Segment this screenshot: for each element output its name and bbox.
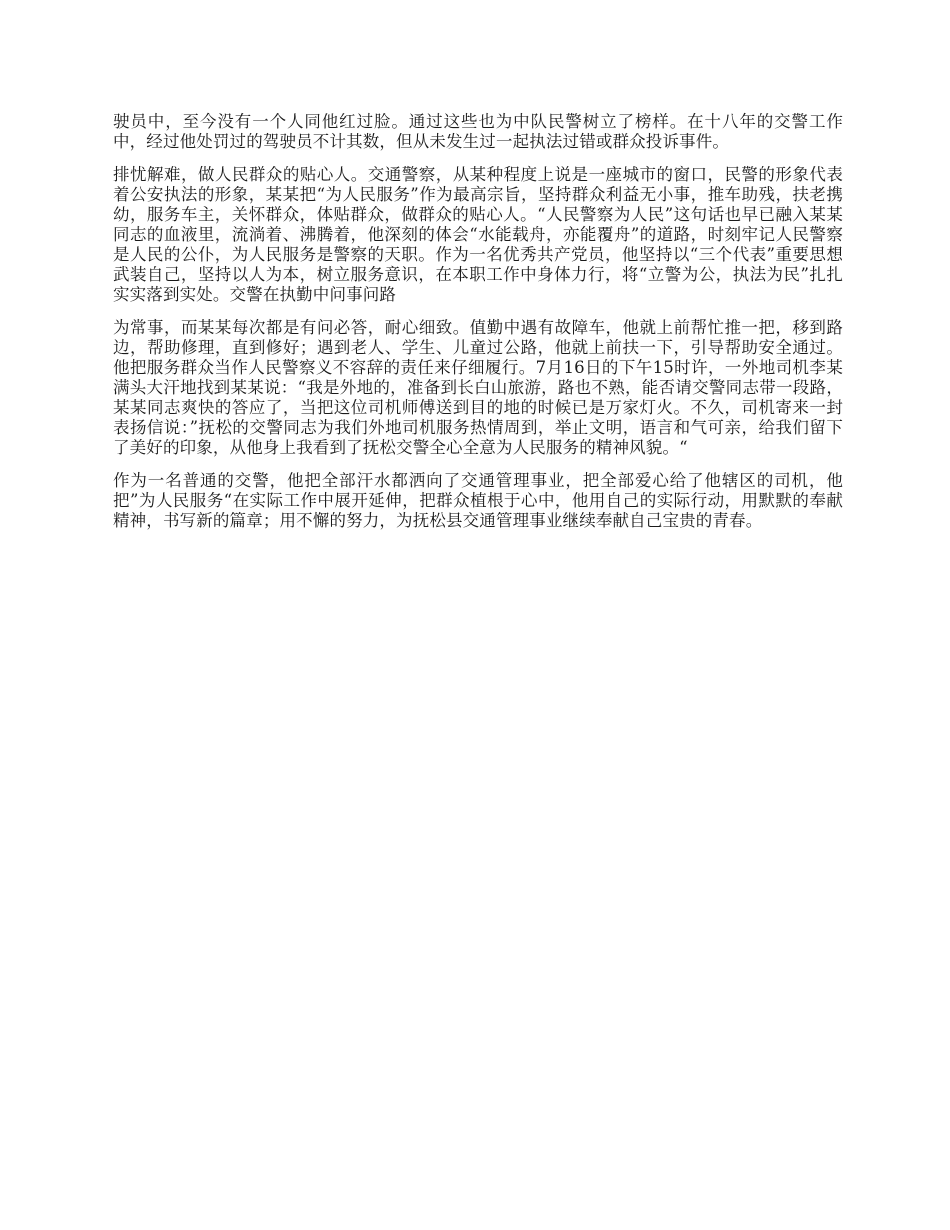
document-page	[113, 112, 843, 544]
paragraph-3: 为常事，而某某每次都是有问必答，耐心细致。值勤中遇有故障车，他就上前帮忙推一把，移到路边，帮助修理，直到修好；遇到老人、学生、儿童过公路，他就上前扶一下，引导帮助安全通过。他把服务群众当作人民警察义不容辞的责任来仔细履行。7月16日的下午15时许，一外地司机李某满头大汗地找到某某说：“我是外地的，准备到长白山旅游，路也不熟，能否请交警同志带一段路，某某同志爽快的答应了，当把这位司机师傅送到目的地的时候已是万家灯火。不久，司机寄来一封表扬信说：”抚松的交警同志为我们外地司机服务热情周到，举止文明，语言和气可亲，给我们留下了美好的印象，从他身上我看到了抚松交警全心全意为人民服务的精神风貌。“	[113, 318, 843, 457]
paragraph-1: 驶员中，至今没有一个人同他红过脸。通过这些也为中队民警树立了榜样。在十八年的交警工作中，经过他处罚过的驾驶员不计其数，但从未发生过一起执法过错或群众投诉事件。	[113, 112, 843, 151]
paragraph-2: 排忧解难，做人民群众的贴心人。交通警察，从某种程度上说是一座城市的窗口，民警的形象代表着公安执法的形象，某某把“为人民服务”作为最高宗旨，坚持群众利益无小事，推车助残，扶老携幼，服务车主，关怀群众，体贴群众，做群众的贴心人。“人民警察为人民”这句话也早已融入某某同志的血液里，流淌着、沸腾着，他深刻的体会“水能载舟，亦能覆舟”的道路，时刻牢记人民警察是人民的公仆，为人民服务是警察的天职。作为一名优秀共产党员，他坚持以“三个代表”重要思想武装自己，坚持以人为本，树立服务意识，在本职工作中身体力行，将“立警为公，执法为民”扎扎实实落到实处。交警在执勤中问事问路	[113, 165, 843, 304]
paragraph-4: 作为一名普通的交警，他把全部汗水都洒向了交通管理事业，把全部爱心给了他辖区的司机，他把”为人民服务“在实际工作中展开延伸，把群众植根于心中，他用自己的实际行动，用默默的奉献精神，书写新的篇章；用不懈的努力，为抚松县交通管理事业继续奉献自己宝贵的青春。	[113, 471, 843, 530]
